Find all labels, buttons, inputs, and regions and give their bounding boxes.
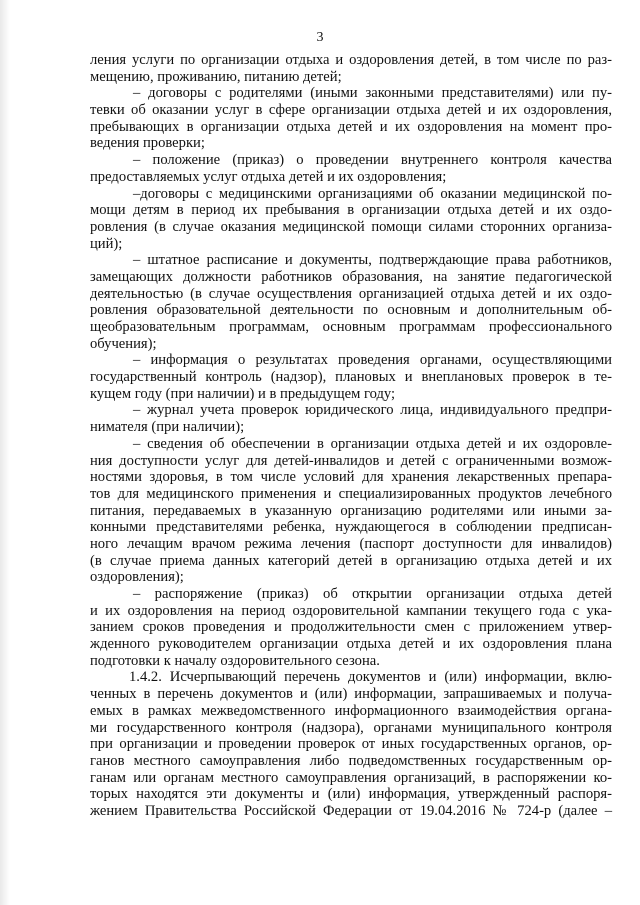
text-line: ностями здоровья, в том числе условий для хранения лекарственных препара- bbox=[90, 469, 612, 486]
text-line: 1.4.2. Исчерпывающий перечень документов и (или) информации, вклю- bbox=[129, 669, 612, 686]
text-line: подготовки к началу оздоровительного сезона. bbox=[90, 652, 380, 669]
text-line: – информация о результатах проведения органами, осуществляющими bbox=[133, 352, 612, 369]
text-line: щеобразовательным программам, основным программам профессионального bbox=[90, 319, 612, 335]
text-line: – положение (приказ) о проведении внутреннего контроля качества bbox=[133, 152, 612, 169]
text-line: обучения); bbox=[90, 335, 157, 352]
text-line: замещающих должности работников образования, на занятие педагогической bbox=[90, 268, 612, 285]
text-line: – журнал учета проверок юридического лица, индивидуального предпри- bbox=[133, 402, 612, 419]
text-line: ганам или органам местного самоуправления организаций, в распоряжении ко- bbox=[90, 769, 612, 786]
text-line: емых в рамках межведомственного информационного взаимодействия органа- bbox=[90, 702, 612, 719]
text-line: пребывающих в организации отдыха детей и их оздоровления на момент про- bbox=[90, 118, 612, 135]
text-line: ного лечащим врачом режима лечения (паспорт доступности для инвалидов) bbox=[90, 535, 612, 552]
text-line: кущем году (при наличии) и в предыдущем году; bbox=[90, 385, 396, 402]
text-line: мощи детям в период их пребывания в организации отдыха детей и их оздо- bbox=[90, 202, 612, 219]
text-line: государственный контроль (надзор), плановых и внеплановых проверок в те- bbox=[90, 369, 612, 386]
text-line: мещению, проживанию, питанию детей; bbox=[90, 68, 342, 85]
text-line: оздоровления); bbox=[90, 569, 184, 586]
text-line: занием сроков проведения и продолжительности смен с приложением утвер- bbox=[90, 619, 612, 636]
scan-edge-shadow bbox=[0, 0, 10, 905]
text-line: (в случае приема данных категорий детей в организацию отдыха детей и их bbox=[90, 552, 612, 569]
text-line: ганов местного самоуправления либо подведомственных государственным ор- bbox=[90, 752, 612, 769]
text-line: – сведения об обеспечении в организации отдыха детей и их оздоровле- bbox=[133, 435, 612, 452]
text-line: питания, передаваемых в указанную организацию родителями или иными за- bbox=[90, 502, 612, 519]
text-line: ровления образовательной деятельности по основным и дополнительным об- bbox=[90, 302, 612, 319]
text-line: – штатное расписание и документы, подтверждающие права работников, bbox=[133, 252, 612, 269]
text-line: конными представителями ребенка, нуждающегося в соблюдении предписан- bbox=[90, 519, 612, 536]
text-line: ций); bbox=[90, 235, 123, 252]
text-line: – распоряжение (приказ) об открытии организации отдыха детей bbox=[133, 586, 612, 602]
text-line: тов для медицинского применения и специализированных продуктов лечебного bbox=[90, 485, 612, 502]
text-line: при организации и проведении проверок от иных государственных органов, ор- bbox=[90, 736, 612, 753]
text-line: – договоры с родителями (иными законными представителями) или пу- bbox=[133, 85, 612, 102]
text-line: нимателя (при наличии); bbox=[90, 419, 245, 436]
text-line: ния доступности услуг для детей-инвалидов и детей с ограниченными возмож- bbox=[90, 452, 612, 469]
page-number: 3 bbox=[316, 30, 324, 45]
text-line: тевки об оказании услуг в сфере организации отдыха детей и их оздоровления, bbox=[90, 102, 612, 119]
text-line: ления услуги по организации отдыха и оздоровления детей, в том числе по раз- bbox=[90, 52, 612, 68]
body-text bbox=[90, 52, 612, 820]
text-line: ведения проверки; bbox=[90, 135, 205, 152]
text-line: –договоры с медицинскими организациями об оказании медицинской по- bbox=[133, 185, 612, 202]
text-line: и их оздоровления на период оздоровительной кампании текущего года с ука- bbox=[90, 602, 612, 619]
text-line: жденного руководителем организации отдыха детей и их оздоровления плана bbox=[90, 636, 612, 653]
text-line: ченных в перечень документов и (или) информации, запрашиваемых и получа- bbox=[90, 686, 612, 703]
text-line: ровления (в случае оказания медицинской помощи силами сторонних организа- bbox=[90, 218, 612, 235]
text-line: торых находятся эти документы и (или) информация, утвержденный распоря- bbox=[90, 786, 612, 803]
text-line: жением Правительства Российской Федерации от 19.04.2016 № 724-р (далее – bbox=[90, 802, 612, 819]
text-line: предоставляемых услуг отдыха детей и их оздоровления; bbox=[90, 168, 447, 185]
text-line: ми государственного контроля (надзора), органами муниципального контроля bbox=[90, 719, 612, 736]
text-line: деятельностью (в случае осуществления организацией отдыха детей и их оздо- bbox=[90, 285, 612, 302]
